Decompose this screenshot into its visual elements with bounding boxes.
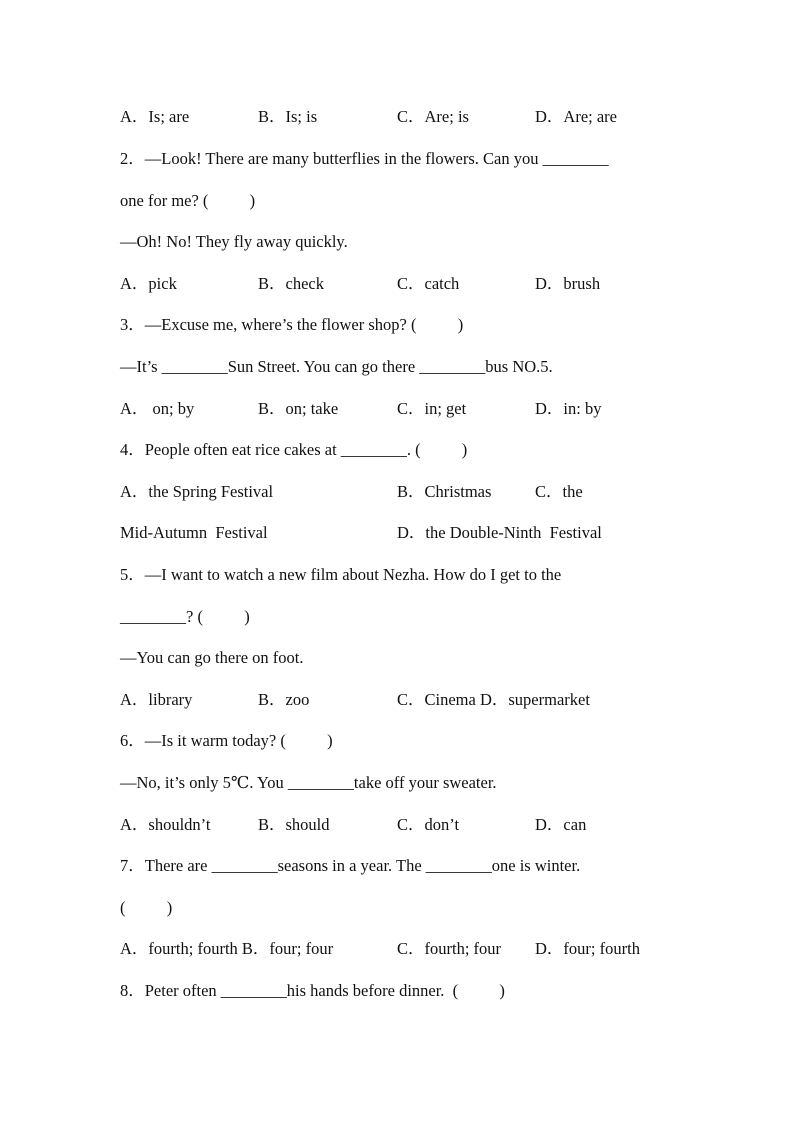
q4-option-b: B．Christmas xyxy=(397,482,492,501)
q3-option-c: C．in; get xyxy=(397,399,467,418)
question-3-line-2: —It’s ________Sun Street. You can go there ________bus NO.5. xyxy=(120,357,553,376)
option-a: A．Is; are xyxy=(120,107,190,126)
question-6-line-2: —No, it’s only 5℃. You ________take off your sweater. xyxy=(120,773,497,792)
question-5-answer-line: —You can go there on foot. xyxy=(120,648,304,667)
q6-option-b: B．should xyxy=(258,815,330,834)
q4-option-c: C．the xyxy=(535,482,583,501)
q2-option-d: D．brush xyxy=(535,274,601,293)
q7-option-d: D．four; fourth xyxy=(535,939,640,958)
question-7-line-1: 7．There are ________seasons in a year. The ________one is winter. xyxy=(120,856,581,875)
option-d: D．Are; are xyxy=(535,107,618,126)
q5-option-c-d: C．Cinema D．supermarket xyxy=(397,690,590,709)
q3-option-b: B．on; take xyxy=(258,399,339,418)
q3-option-d: D．in: by xyxy=(535,399,602,418)
q4-option-a: A．the Spring Festival xyxy=(120,482,274,501)
q2-option-a: A．pick xyxy=(120,274,177,293)
q6-option-a: A．shouldn’t xyxy=(120,815,211,834)
q2-option-b: B．check xyxy=(258,274,324,293)
question-2-line-1: 2．—Look! There are many butterflies in the flowers. Can you ________ xyxy=(120,149,609,168)
q7-option-c: C．fourth; four xyxy=(397,939,502,958)
question-4-line-1: 4．People often eat rice cakes at ________. ( ) xyxy=(120,440,468,459)
q2-option-c: C．catch xyxy=(397,274,460,293)
question-6-line-1: 6．—Is it warm today? ( ) xyxy=(120,731,333,750)
question-2-line-2: one for me? ( ) xyxy=(120,191,256,210)
q7-option-a-b: A．fourth; fourth B．four; four xyxy=(120,939,334,958)
question-5-line-1: 5．—I want to watch a new film about Nezha. How do I get to the xyxy=(120,565,562,584)
q4-option-d: D．the Double-Ninth Festival xyxy=(397,523,602,542)
question-7-line-2: ( ) xyxy=(120,898,173,917)
q4-option-c-continued: Mid-Autumn Festival xyxy=(120,523,268,542)
q6-option-d: D．can xyxy=(535,815,587,834)
q5-option-b: B．zoo xyxy=(258,690,310,709)
question-5-line-2: ________? ( ) xyxy=(120,607,250,626)
q6-option-c: C．don’t xyxy=(397,815,460,834)
q3-option-a: A． on; by xyxy=(120,399,195,418)
q5-option-a: A．library xyxy=(120,690,193,709)
option-b: B．Is; is xyxy=(258,107,318,126)
question-2-answer-line: —Oh! No! They fly away quickly. xyxy=(120,232,348,251)
question-8-line-1: 8．Peter often ________his hands before dinner. ( ) xyxy=(120,981,505,1000)
option-c: C．Are; is xyxy=(397,107,469,126)
question-3-line-1: 3．—Excuse me, where’s the flower shop? ( ) xyxy=(120,315,464,334)
